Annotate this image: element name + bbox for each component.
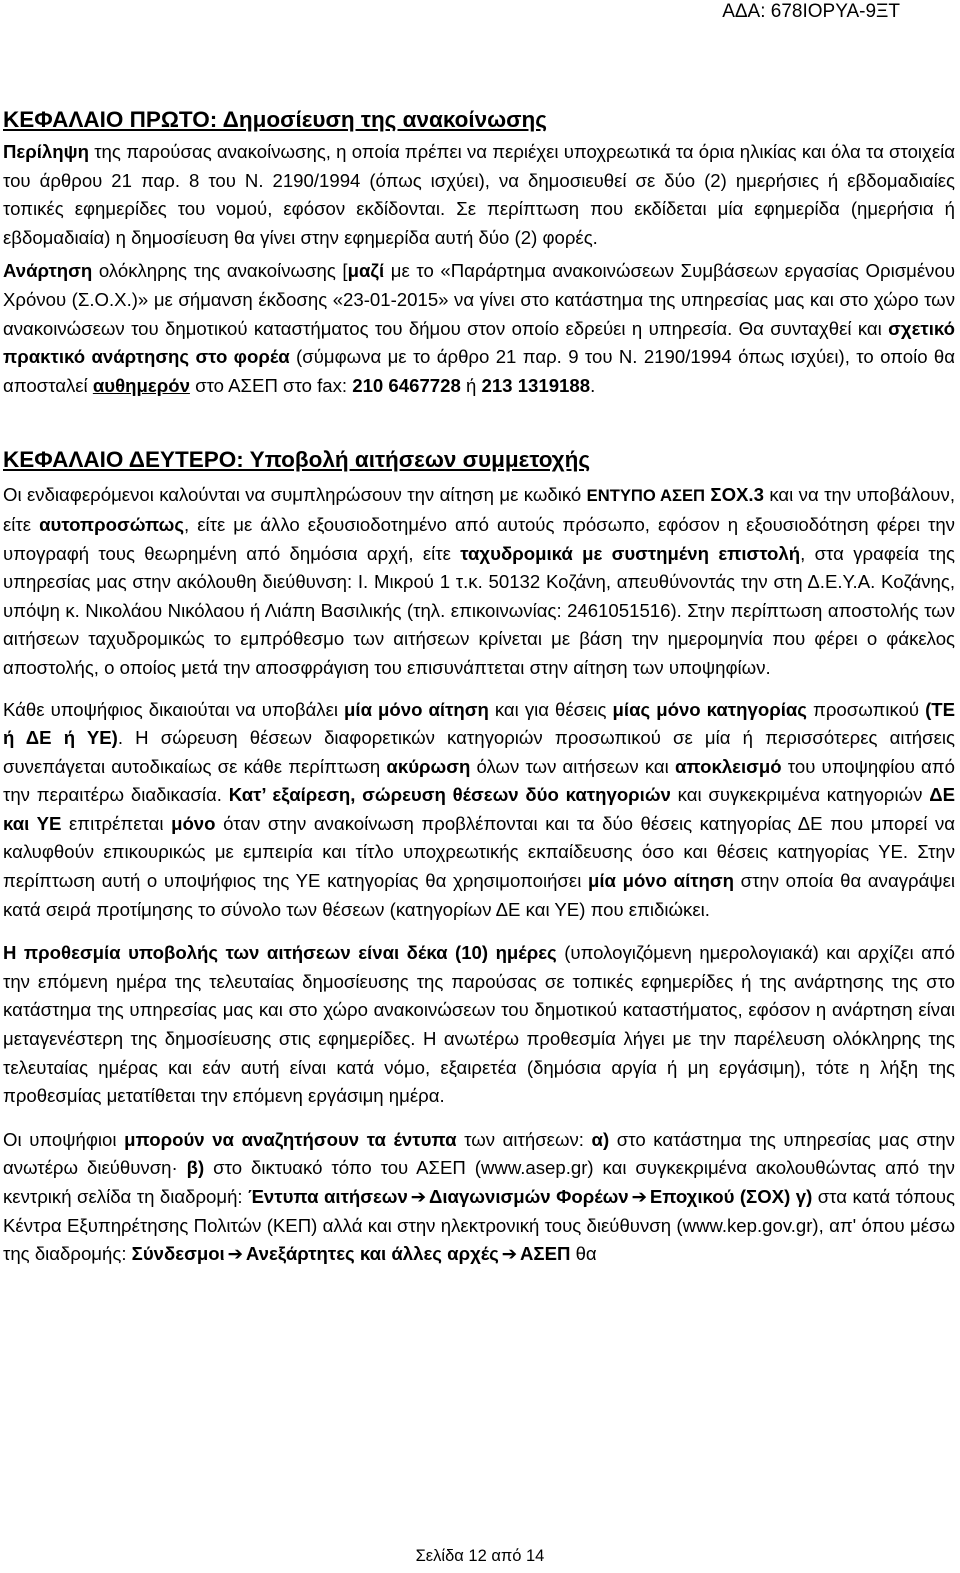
deadline-paragraph: Η προθεσμία υποβολής των αιτήσεων είναι δέκα (10) ημέρες (υπολογιζόμενη ημερολογιακά) και αρχίζει από την επόμενη ημέρα της τελευταίας δημοσίευσης της παρούσας σε τοπικές εφημερίδες ή της ανάρτησης της στο κατάστημα της υπηρεσίας μας και στο χώρο ανακοινώσεων του δημοτικού καταστήματος, εφόσον η ανάρτηση είναι μεταγενέστερη της δημοσίευσης στις εφημερίδες. Η ανωτέρω προθεσμία λήγει με την παρέλευση ολόκληρης της τελευταίας ημέρας και εάν αυτή είναι κατά νόμο, εξαιρετέα (δημόσια αργία ή μη εργάσιμη), τότε η λήξη της προθεσμίας μετατίθεται την επόμενη εργάσιμη ημέρα. bbox=[3, 942, 955, 1107]
summary-paragraph: Περίληψη της παρούσας ανακοίνωσης, η οποία πρέπει να περιέχει υποχρεωτικά τα όρια ηλικίας και όλα τα στοιχεία του άρθρου 21 παρ. 8 του Ν. 2190/1994 (όπως ισχύει), να δημοσιευθεί σε δύο (2) ημερήσιες ή εβδομαδιαίες τοπικές εφημερίδες του νομού, εφόσον εκδίδονται. Σε περίπτωση που εκδίδεται μία εφημερίδα (ημερήσια ή εβδομαδιαία) η δημοσίευση θα γίνει στην εφημερίδα αυτή δύο (2) φορές. bbox=[3, 141, 955, 248]
arrow-right-icon: ➔ bbox=[227, 1243, 244, 1265]
arrow-right-icon: ➔ bbox=[501, 1243, 518, 1265]
arrow-right-icon: ➔ bbox=[631, 1186, 648, 1207]
document-page bbox=[3, 103, 955, 1269]
page-number: Σελίδα 12 από 14 bbox=[415, 1547, 545, 1565]
ada-code: ΑΔΑ: 678ΙΟΡΥΑ-9ΞΤ bbox=[722, 1, 900, 22]
chapter1-title: ΚΕΦΑΛΑΙΟ ΠΡΩΤΟ: Δημοσίευση της ανακοίνωσης bbox=[3, 107, 547, 132]
application-paragraph: Οι ενδιαφερόμενοι καλούνται να συμπληρώσουν την αίτηση με κωδικό ΕΝΤΥΠΟ ΑΣΕΠ ΣΟΧ.3 και να την υποβάλουν, είτε αυτοπροσώπως, είτε με άλλο εξουσιοδοτημένο από αυτούς πρόσωπο, εφόσον η εξουσιοδότηση φέρει την υπογραφή τους θεωρημένη από δημόσια αρχή, είτε ταχυδρομικά με συστημένη επιστολή, στα γραφεία της υπηρεσίας μας στην ακόλουθη διεύθυνση: Ι. Μικρού 1 τ.κ. 50132 Κοζάνη, απευθύνοντάς την στη Δ.Ε.Υ.Α. Κοζάνης, υπόψη κ. Νικολάου Νικόλαου ή Λιάπη Βασιλικής (τηλ. επικοινωνίας: 2461051516). Στην περίπτωση αποστολής των αιτήσεων ταχυδρομικώς το εμπρόθεσμο των αιτήσεων κρίνεται με βάση την ημερομηνία που φέρει ο φάκελος αποστολής, ο οποίος μετά την αποσφράγιση του επισυνάπτεται στην αίτηση των υποψηφίων. bbox=[3, 484, 956, 678]
arrow-right-icon: ➔ bbox=[410, 1186, 427, 1207]
single-application-paragraph: Κάθε υποψήφιος δικαιούται να υποβάλει μία μόνο αίτηση και για θέσεις μίας μόνο κατηγορίας προσωπικού (ΤΕ ή ΔΕ ή ΥΕ). Η σώρευση θέσεων διαφορετικών κατηγοριών προσωπικού σε μία ή περισσότερες αιτήσεις συνεπάγεται αυτοδικαίως σε κάθε περίπτωση ακύρωση όλων των αιτήσεων και αποκλεισμό του υποψηφίου από την περαιτέρω διαδικασία. Κατ’ εξαίρεση, σώρευση θέσεων δύο κατηγοριών και συγκεκριμένα κατηγοριών ΔΕ και ΥΕ επιτρέπεται μόνο όταν στην ανακοίνωση προβλέπονται και τα δύο θέσεις κατηγορίας ΔΕ που μπορεί να καλυφθούν επικουρικώς με εμπειρία και τίτλο υποχρεωτικής εκπαίδευσης όσο και θέσεις κατηγορίας ΥΕ. Στην περίπτωση αυτή ο υποψήφιος της ΥΕ κατηγορίας θα χρησιμοποιήσει μία μόνο αίτηση στην οποία θα αναγράψει κατά σειρά προτίμησης το σύνολο των θέσεων (κατηγορίων ΔΕ και ΥΕ) που επιδιώκει. bbox=[3, 698, 956, 920]
chapter2-title: ΚΕΦΑΛΑΙΟ ΔΕΥΤΕΡΟ: Υποβολή αιτήσεων συμμετοχής bbox=[3, 447, 591, 473]
posting-paragraph: Ανάρτηση ολόκληρης της ανακοίνωσης [μαζί με το «Παράρτημα ανακοινώσεων Συμβάσεων εργασίας Ορισμένου Χρόνου (Σ.Ο.Χ.)» με σήμανση έκδοσης «23-01-2015» να γίνει στο κατάστημα της υπηρεσίας μας και στο χώρο των ανακοινώσεων του δημοτικού καταστήματος του δήμου στον οποίο εδρεύει η υπηρεσία. Θα συνταχθεί και σχετικό πρακτικό ανάρτησης στο φορέα (σύμφωνα με το άρθρο 21 παρ. 9 του Ν. 2190/1994 όπως ισχύει), το οποίο θα αποσταλεί αυθημερόν στο ΑΣΕΠ στο fax: 210 6467728 ή 213 1319188. bbox=[3, 260, 956, 396]
forms-paragraph: Οι υποψήφιοι μπορούν να αναζητήσουν τα έντυπα των αιτήσεων: α) στο κατάστημα της υπηρεσίας μας στην ανωτέρω διεύθυνση· β) στο δικτυακό τόπο του ΑΣΕΠ (www.asep.gr) και συγκεκριμένα ακολουθώντας από την κεντρική σελίδα τη διαδρομή: Έντυπα αιτήσεων ➔ Διαγωνισμών Φορέων ➔ Εποχικού (ΣΟΧ) γ) στα κατά τόπους Κέντρα Εξυπηρέτησης Πολιτών (ΚΕΠ) αλλά και στην ηλεκτρονική τους διεύθυνση (www.kep.gov.gr), απ' όπου μέσω της διαδρομής: Σύνδεσμοι ➔ Ανεξάρτητες και άλλες αρχές ➔ ΑΣΕΠ θα bbox=[3, 1128, 956, 1265]
